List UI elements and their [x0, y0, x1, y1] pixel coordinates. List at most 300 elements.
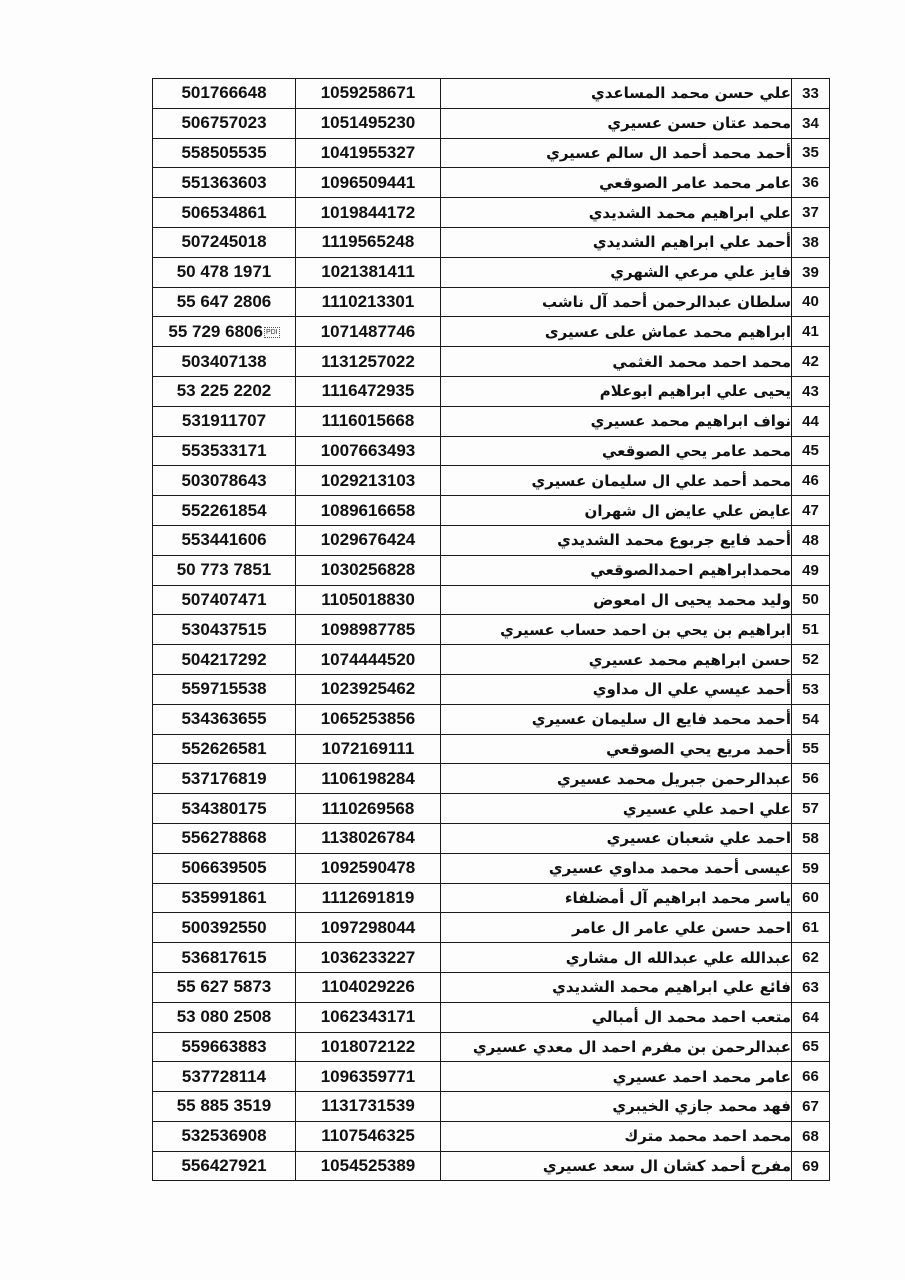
table-row: [153, 972, 830, 1002]
table-row: [153, 1032, 830, 1062]
id-number-cell-text: 1021381411: [321, 262, 415, 282]
name-cell: [441, 615, 792, 645]
row-number-cell-text: 57: [802, 800, 819, 818]
table-row: [153, 257, 830, 287]
id-number-cell-text: 1051495230: [320, 113, 416, 133]
row-number-cell-text: 63: [802, 978, 819, 996]
name-cell-text: فائع علي ابراهيم محمد الشديدي: [552, 978, 791, 997]
name-cell-text: ابراهيم محمد عماش على عسيرى: [544, 322, 791, 341]
table-row: [153, 615, 830, 645]
name-cell-text: عبدالرحمن بن مفرم احمد ال معدي عسيري: [472, 1037, 791, 1056]
name-cell: [441, 734, 792, 764]
phone-cell: [153, 1002, 296, 1032]
row-number-cell-text: 68: [802, 1127, 819, 1145]
row-number-cell-text: 39: [802, 263, 819, 281]
table-row: [153, 764, 830, 794]
id-number-cell-text: 1092590478: [320, 858, 416, 878]
name-cell: [441, 704, 792, 734]
id-number-cell: [296, 674, 441, 704]
row-number-cell: [792, 108, 830, 138]
id-number-cell-text: 1089616658: [320, 500, 416, 520]
id-number-cell: [296, 1002, 441, 1032]
table-row: [153, 943, 830, 973]
table-row: [153, 227, 830, 257]
row-number-cell: [792, 615, 830, 645]
phone-cell: [153, 1151, 296, 1181]
table-row: [153, 376, 830, 406]
row-number-cell-text: 58: [802, 829, 819, 847]
name-cell: [441, 525, 792, 555]
row-number-cell: [792, 1092, 830, 1122]
phone-cell: [153, 257, 296, 287]
name-cell: [441, 943, 792, 973]
id-number-cell: [296, 257, 441, 287]
phone-cell: [153, 287, 296, 317]
row-number-cell-text: 49: [802, 561, 819, 579]
name-cell-text: علي حسن محمد المساعدي: [591, 84, 791, 103]
id-number-cell: [296, 466, 441, 496]
name-cell-text: فهد محمد جازي الخيبري: [612, 1097, 791, 1116]
phone-cell: [153, 883, 296, 913]
id-number-cell-text: 1119565248: [321, 232, 415, 252]
row-number-cell-text: 61: [802, 919, 819, 937]
row-number-cell-text: 55: [802, 740, 819, 758]
phone-cell-text: 553533171: [181, 440, 267, 460]
row-number-cell-text: 43: [802, 382, 819, 400]
name-cell-text: أحمد محمد أحمد ال سالم عسيري: [546, 143, 791, 162]
id-number-cell: [296, 853, 441, 883]
name-cell-text: يحيى علي ابراهيم ابوعلام: [599, 382, 791, 401]
phone-cell: [153, 108, 296, 138]
phone-cell: [153, 198, 296, 228]
id-number-cell-text: 1036233227: [320, 947, 416, 967]
table-row: [153, 466, 830, 496]
phone-cell: [153, 585, 296, 615]
phone-cell: [153, 406, 296, 436]
id-number-cell-text: 1007663493: [320, 440, 416, 460]
table-row: [153, 1121, 830, 1151]
name-cell: [441, 585, 792, 615]
id-number-cell-text: 1131731539: [321, 1096, 415, 1116]
id-number-cell-text: 1029213103: [320, 470, 416, 490]
name-cell: [441, 555, 792, 585]
row-number-cell: [792, 79, 830, 109]
name-cell: [441, 436, 792, 466]
table-row: [153, 496, 830, 526]
id-number-cell: [296, 823, 441, 853]
row-number-cell: [792, 525, 830, 555]
phone-cell-text: 556427921: [181, 1156, 267, 1176]
name-cell: [441, 496, 792, 526]
id-number-cell-text: 1105018830: [321, 589, 415, 609]
row-number-cell: [792, 287, 830, 317]
name-cell: [441, 1121, 792, 1151]
table-row: [153, 913, 830, 943]
row-number-cell-text: 35: [802, 144, 819, 162]
table-row: [153, 1062, 830, 1092]
name-cell: [441, 108, 792, 138]
phone-cell: [153, 943, 296, 973]
name-cell-text: أحمد فايع جربوع محمد الشديدي: [557, 531, 791, 550]
row-number-cell-text: 36: [802, 174, 819, 192]
row-number-cell-text: 52: [802, 651, 819, 669]
name-cell: [441, 853, 792, 883]
phone-cell-text: 552626581: [181, 738, 267, 758]
row-number-cell-text: 66: [802, 1068, 819, 1086]
phone-cell: [153, 615, 296, 645]
id-number-cell-text: 1098987785: [320, 619, 416, 639]
phone-cell-text: 504217292: [181, 649, 267, 669]
id-number-cell-text: 1112691819: [321, 887, 415, 907]
name-cell-text: عامر محمد احمد عسيري: [612, 1067, 791, 1086]
row-number-cell-text: 46: [802, 472, 819, 490]
id-number-cell: [296, 764, 441, 794]
row-number-cell-text: 67: [802, 1097, 819, 1115]
name-cell-text: ياسر محمد ابراهيم آل أمضلفاء: [564, 888, 791, 907]
id-number-cell: [296, 496, 441, 526]
phone-cell-text: 506534861: [181, 202, 267, 222]
table-row: [153, 853, 830, 883]
phone-cell: [153, 347, 296, 377]
roster-table: [152, 78, 830, 1181]
name-cell-text: احمد حسن علي عامر ال عامر: [571, 918, 791, 937]
id-number-cell: [296, 376, 441, 406]
row-number-cell-text: 41: [802, 323, 819, 341]
phone-cell: [153, 853, 296, 883]
table-row: [153, 138, 830, 168]
table-row: [153, 1092, 830, 1122]
id-number-cell: [296, 645, 441, 675]
name-cell-text: احمد علي شعبان عسيري: [606, 829, 791, 848]
phone-cell-text: 559715538: [181, 679, 267, 699]
id-number-cell-text: 1019844172: [320, 202, 416, 222]
phone-cell-text: 50 478 1971: [176, 262, 272, 282]
id-number-cell-text: 1106198284: [321, 768, 415, 788]
name-cell: [441, 1092, 792, 1122]
id-number-cell: [296, 972, 441, 1002]
name-cell-text: سلطان عبدالرحمن أحمد آل ناشب: [541, 292, 791, 311]
id-number-cell: [296, 1032, 441, 1062]
name-cell: [441, 823, 792, 853]
id-number-cell: [296, 436, 441, 466]
id-number-cell-text: 1116472935: [321, 381, 415, 401]
phone-cell: [153, 1121, 296, 1151]
phone-cell: [153, 1092, 296, 1122]
id-number-cell: [296, 1092, 441, 1122]
id-number-cell-text: 1107546325: [321, 1126, 415, 1146]
name-cell: [441, 317, 792, 347]
row-number-cell: [792, 794, 830, 824]
name-cell-text: محمد احمد محمد مترك: [624, 1127, 791, 1146]
row-number-cell: [792, 1002, 830, 1032]
phone-cell: [153, 227, 296, 257]
name-cell: [441, 645, 792, 675]
id-number-cell-text: 1023925462: [320, 679, 416, 699]
name-cell-text: ابراهيم بن يحي بن احمد حساب عسيري: [500, 620, 791, 639]
id-number-cell-text: 1110269568: [321, 798, 415, 818]
phone-cell-text: 558505535: [181, 142, 267, 162]
row-number-cell: [792, 764, 830, 794]
name-cell-text: حسن ابراهيم محمد عسيري: [588, 650, 791, 669]
table-row: [153, 645, 830, 675]
id-number-cell: [296, 585, 441, 615]
row-number-cell: [792, 585, 830, 615]
row-number-cell-text: 38: [802, 233, 819, 251]
name-cell-text: فايز علي مرعي الشهري: [610, 263, 791, 282]
phone-cell-text: 537728114: [181, 1066, 267, 1086]
name-cell: [441, 1032, 792, 1062]
id-number-cell: [296, 883, 441, 913]
id-number-cell: [296, 734, 441, 764]
id-number-cell: [296, 794, 441, 824]
phone-cell: [153, 704, 296, 734]
row-number-cell: [792, 972, 830, 1002]
roster-table-body: [153, 79, 830, 1181]
table-row: [153, 79, 830, 109]
row-number-cell: [792, 466, 830, 496]
phone-cell: [153, 496, 296, 526]
row-number-cell-text: 65: [802, 1038, 819, 1056]
name-cell: [441, 347, 792, 377]
name-cell: [441, 764, 792, 794]
table-row: [153, 794, 830, 824]
name-cell-text: مفرح أحمد كشان ال سعد عسيري: [542, 1157, 791, 1176]
id-number-cell: [296, 615, 441, 645]
name-cell: [441, 227, 792, 257]
row-number-cell: [792, 347, 830, 377]
phone-cell-text: 500392550: [181, 917, 267, 937]
id-number-cell-text: 1030256828: [320, 560, 416, 580]
id-number-cell: [296, 525, 441, 555]
row-number-cell: [792, 853, 830, 883]
row-number-cell: [792, 138, 830, 168]
table-row: [153, 704, 830, 734]
name-cell: [441, 674, 792, 704]
phone-cell: [153, 79, 296, 109]
row-number-cell-text: 59: [802, 859, 819, 877]
phone-cell: [153, 376, 296, 406]
row-number-cell-text: 60: [802, 889, 819, 907]
name-cell-text: عبدالرحمن جبريل محمد عسيري: [557, 769, 791, 788]
name-cell-text: علي احمد علي عسيري: [622, 799, 791, 818]
table-row: [153, 674, 830, 704]
table-row: [153, 406, 830, 436]
row-number-cell: [792, 168, 830, 198]
id-number-cell: [296, 1062, 441, 1092]
phone-cell: [153, 794, 296, 824]
phone-cell: [153, 317, 296, 347]
name-cell: [441, 883, 792, 913]
phone-cell: [153, 823, 296, 853]
table-row: [153, 555, 830, 585]
name-cell: [441, 168, 792, 198]
row-number-cell-text: 45: [802, 442, 819, 460]
phone-cell-text: 53 080 2508: [176, 1007, 272, 1027]
table-row: [153, 108, 830, 138]
table-row: [153, 823, 830, 853]
phone-cell: [153, 466, 296, 496]
id-number-cell-text: 1096359771: [320, 1066, 416, 1086]
row-number-cell: [792, 1151, 830, 1181]
name-cell-text: متعب احمد محمد ال أمبالي: [591, 1008, 791, 1027]
id-number-cell: [296, 138, 441, 168]
row-number-cell: [792, 227, 830, 257]
row-number-cell: [792, 376, 830, 406]
id-number-cell-text: 1104029226: [321, 977, 415, 997]
phone-cell-text: 556278868: [181, 828, 267, 848]
id-number-cell-text: 1018072122: [320, 1036, 416, 1056]
id-number-cell-text: 1072169111: [321, 738, 415, 758]
row-number-cell: [792, 645, 830, 675]
name-cell: [441, 913, 792, 943]
name-cell: [441, 466, 792, 496]
row-number-cell: [792, 704, 830, 734]
phone-cell: [153, 168, 296, 198]
row-number-cell-text: 48: [802, 531, 819, 549]
pdi-marker-icon: PDI: [265, 328, 278, 336]
phone-cell: [153, 1032, 296, 1062]
name-cell-text: أحمد علي ابراهيم الشديدي: [592, 233, 791, 252]
phone-cell-text: 53 225 2202: [176, 381, 272, 401]
name-cell: [441, 1151, 792, 1181]
name-cell-text: عايض علي عايض ال شهران: [584, 501, 791, 520]
id-number-cell: [296, 1121, 441, 1151]
phone-cell-text: 55 885 3519: [176, 1096, 272, 1116]
name-cell: [441, 257, 792, 287]
row-number-cell: [792, 943, 830, 973]
table-row: [153, 734, 830, 764]
table-row: [153, 198, 830, 228]
name-cell-text: محمد عتان حسن عسيري: [607, 114, 791, 133]
row-number-cell-text: 40: [802, 293, 819, 311]
row-number-cell: [792, 257, 830, 287]
row-number-cell-text: 53: [802, 680, 819, 698]
id-number-cell: [296, 79, 441, 109]
phone-cell: [153, 525, 296, 555]
row-number-cell-text: 44: [802, 412, 819, 430]
row-number-cell-text: 62: [802, 949, 819, 966]
phone-cell-text: 532536908: [181, 1126, 267, 1146]
name-cell-text: عامر محمد عامر الصوقعي: [599, 173, 791, 192]
phone-cell-text: 537176819: [181, 768, 267, 788]
phone-cell-text: 534380175: [181, 798, 267, 818]
id-number-cell-text: 1097298044: [320, 917, 416, 937]
table-row: [153, 347, 830, 377]
row-number-cell: [792, 1032, 830, 1062]
id-number-cell: [296, 287, 441, 317]
phone-cell: [153, 674, 296, 704]
row-number-cell-text: 34: [802, 114, 819, 132]
id-number-cell-text: 1131257022: [321, 351, 415, 371]
id-number-cell: [296, 1151, 441, 1181]
table-row: [153, 585, 830, 615]
phone-cell-text: 536817615: [181, 947, 267, 967]
row-number-cell: [792, 674, 830, 704]
row-number-cell-text: 69: [802, 1157, 819, 1175]
id-number-cell-text: 1071487746: [320, 321, 416, 341]
name-cell: [441, 287, 792, 317]
name-cell-text: علي ابراهيم محمد الشديدي: [588, 203, 791, 222]
id-number-cell: [296, 406, 441, 436]
id-number-cell-text: 1116015668: [321, 411, 415, 431]
phone-cell: [153, 913, 296, 943]
phone-cell-text: 535991861: [181, 887, 267, 907]
name-cell-text: وليد محمد يحيى ال امعوض: [593, 590, 791, 609]
name-cell-text: محمد أحمد علي ال سليمان عسيري: [531, 471, 791, 490]
name-cell-text: محمدابراهيم احمدالصوقعي: [590, 561, 791, 580]
phone-cell-text: 55 647 2806: [176, 291, 272, 311]
name-cell: [441, 79, 792, 109]
id-number-cell-text: 1065253856: [320, 709, 416, 729]
id-number-cell: [296, 108, 441, 138]
table-row: [153, 1002, 830, 1032]
name-cell-text: أحمد عيسي علي ال مداوي: [592, 680, 791, 699]
phone-cell-text: 553441606: [181, 530, 267, 550]
phone-cell: [153, 1062, 296, 1092]
id-number-cell-text: 1138026784: [321, 828, 415, 848]
table-row: [153, 436, 830, 466]
phone-cell-text: 506757023: [181, 113, 267, 133]
id-number-cell: [296, 317, 441, 347]
phone-cell-text: 507245018: [181, 232, 267, 252]
name-cell: [441, 1002, 792, 1032]
row-number-cell: [792, 406, 830, 436]
phone-cell: [153, 436, 296, 466]
id-number-cell-text: 1110213301: [321, 291, 415, 311]
id-number-cell: [296, 347, 441, 377]
phone-cell-text: 507407471: [181, 589, 267, 609]
id-number-cell-text: 1074444520: [320, 649, 416, 669]
row-number-cell: [792, 1062, 830, 1092]
phone-cell: [153, 734, 296, 764]
phone-cell: [153, 645, 296, 675]
row-number-cell: [792, 555, 830, 585]
phone-cell-text: 551363603: [181, 172, 267, 192]
row-number-cell-text: 47: [802, 502, 819, 520]
phone-cell-text: 530437515: [181, 619, 267, 639]
id-number-cell: [296, 198, 441, 228]
id-number-cell-text: 1041955327: [320, 142, 416, 162]
name-cell: [441, 406, 792, 436]
id-number-cell: [296, 943, 441, 973]
phone-cell-text: 534363655: [181, 709, 267, 729]
name-cell-text: محمد احمد محمد الغثمي: [612, 352, 791, 371]
row-number-cell-text: 56: [802, 770, 819, 788]
row-number-cell-text: 33: [802, 84, 819, 102]
row-number-cell-text: 54: [802, 710, 819, 728]
phone-cell-text: 552261854: [181, 500, 267, 520]
row-number-cell: [792, 198, 830, 228]
row-number-cell: [792, 317, 830, 347]
row-number-cell: [792, 913, 830, 943]
name-cell-text: عبدالله علي عبدالله ال مشاري: [565, 948, 791, 967]
id-number-cell: [296, 913, 441, 943]
table-row: [153, 525, 830, 555]
phone-cell: [153, 764, 296, 794]
name-cell-text: عيسى أحمد محمد مداوي عسيري: [548, 859, 791, 878]
id-number-cell-text: 1059258671: [320, 83, 416, 103]
phone-cell-text: 503078643: [181, 470, 267, 490]
id-number-cell: [296, 168, 441, 198]
table-row: [153, 168, 830, 198]
phone-cell: [153, 972, 296, 1002]
phone-cell: [153, 555, 296, 585]
name-cell: [441, 1062, 792, 1092]
table-row: [153, 287, 830, 317]
id-number-cell-text: 1062343171: [320, 1007, 416, 1027]
row-number-cell: [792, 436, 830, 466]
table-row: [153, 883, 830, 913]
